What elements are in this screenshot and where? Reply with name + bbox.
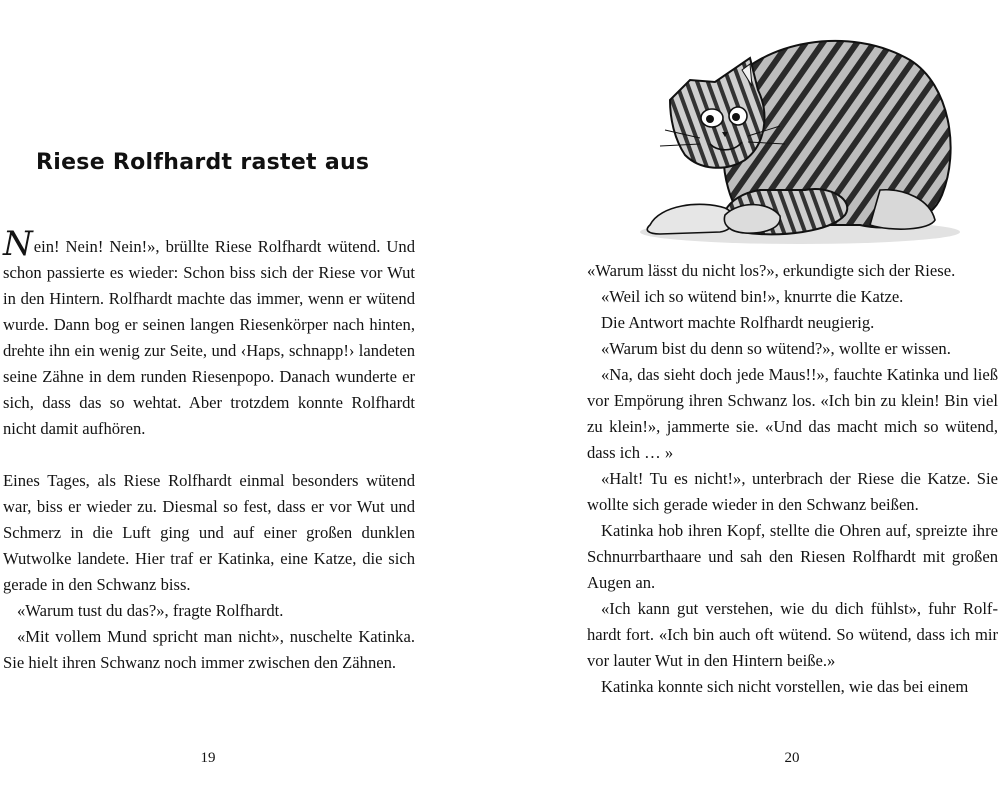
paragraph-1 — [3, 224, 415, 442]
paragraph-3: Die Antwort machte Rolfhardt neugierig. — [601, 313, 875, 332]
paragraph-4: «Mit vollem Mund spricht man nicht», nuschelte Katinka. Sie hielt ihren Schwanz noch immer zwischen den Zähnen. — [3, 627, 415, 672]
paragraph-1-text: ein! Nein! Nein!», brüllte Riese Rolfhardt wütend. Und schon passierte es wieder: Schon biss sich der Riese vor Wut in den Hintern. Rolfhardt machte das immer, wenn er wütend wurde. Dann bog er seinen langen Riesenkörper nach hinten, drehte ihn ein wenig zur Seite, und ‹Haps, schnapp!› landeten seine Zähne in dem runden Riesenpopo. Danach wunderte er sich, dass das so wehtat. Aber trotzdem konnte Rolfhardt nicht damit aufhören. — [3, 237, 415, 438]
paragraph-9: Katinka konnte sich nicht vorstellen, wie das bei einem — [601, 677, 969, 696]
cat-biting-tail-illustration — [630, 20, 975, 250]
paragraph-5: «Na, das sieht doch jede Maus!!», fauchte Katinka und ließ vor Empörung ihren Schwanz los. «Ich bin zu klein! Bin viel zu klein!», jammerte sie. «Und das macht mich so wütend, dass ich … » — [587, 365, 998, 462]
chapter-title: Riese Rolfhardt rastet aus — [36, 150, 370, 175]
page-number-left: 19 — [200, 750, 216, 766]
paragraph-3: «Warum tust du das?», fragte Rolfhardt. — [17, 601, 284, 620]
page-number-right: 20 — [784, 750, 800, 766]
paragraph-2: Eines Tages, als Riese Rolfhardt einmal besonders wütend war, biss er wieder zu. Diesmal so fest, dass er vor Wut und Schmerz in die Luft ging und auf einer großen dunklen Wutwolke landete. Hier traf er Katinka, eine Katze, die sich gerade in den Schwanz biss. — [3, 471, 415, 594]
paragraph-6: «Halt! Tu es nicht!», unterbrach der Riese die Katze. Sie wollte sich gerade wieder in den Schwanz beißen. — [587, 469, 998, 514]
paragraph-2: «Weil ich so wütend bin!», knurrte die Katze. — [601, 287, 904, 306]
drop-cap: N — [3, 224, 33, 264]
paragraph-1: «Warum lässt du nicht los?», erkundigte sich der Riese. — [587, 261, 956, 280]
right-body-text — [587, 258, 998, 700]
paragraph-4: «Warum bist du denn so wütend?», wollte er wissen. — [601, 339, 951, 358]
paragraph-8: «Ich kann gut verstehen, wie du dich fühlst», fuhr Rolfhardt fort. «Ich bin auch oft wütend. So wütend, dass ich mir vor lauter Wut in den Hintern beiße.» — [587, 599, 998, 670]
paragraph-7: Katinka hob ihren Kopf, stellte die Ohren auf, spreizte ihre Schnurrbarthaare und sah den Riesen Rolfhardt mit großen Augen an. — [587, 521, 998, 592]
right-page — [500, 0, 1000, 800]
left-body-text — [3, 224, 415, 676]
